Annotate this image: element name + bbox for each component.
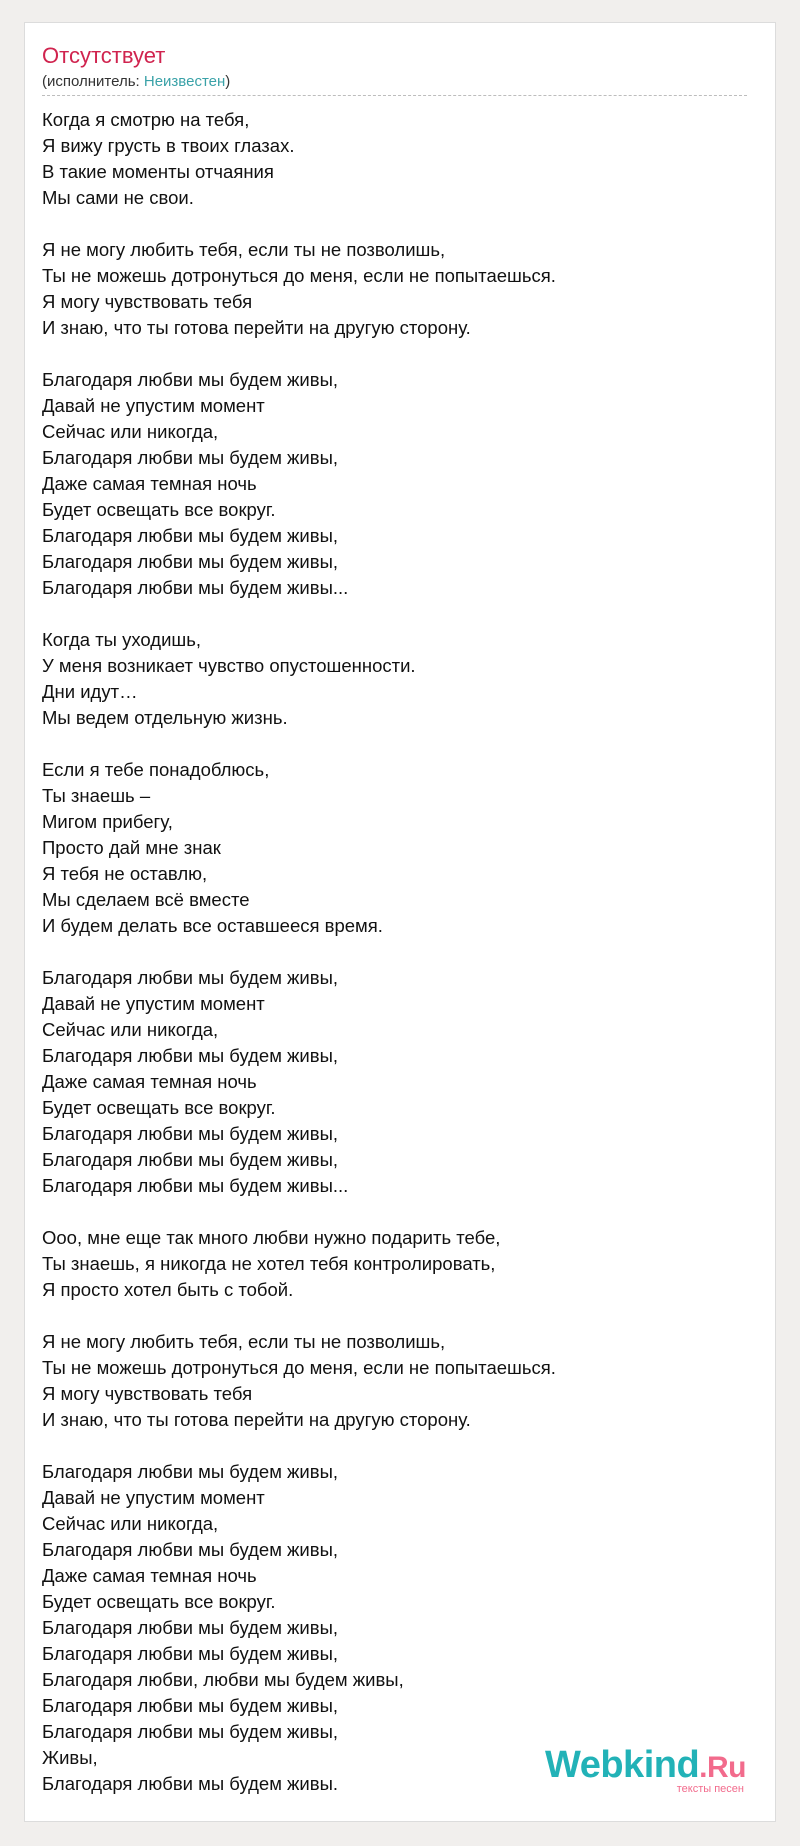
lyric-line: Ты не можешь дотронуться до меня, если не попытаешься.: [42, 1357, 556, 1378]
logo-wordmark: [545, 1744, 746, 1786]
stanza: [42, 1329, 755, 1433]
lyric-line: У меня возникает чувство опустошенности.: [42, 655, 416, 676]
lyric-line: Мы ведем отдельную жизнь.: [42, 707, 288, 728]
lyric-line: Я не могу любить тебя, если ты не позволишь,: [42, 239, 446, 260]
stanza: [42, 1225, 755, 1303]
lyric-line: Сейчас или никогда,: [42, 1019, 219, 1040]
lyric-line: Я могу чувствовать тебя: [42, 1383, 253, 1404]
lyric-line: Мы сделаем всё вместе: [42, 889, 250, 910]
stanza: [42, 367, 755, 601]
lyric-line: Благодаря любви мы будем живы,: [42, 1461, 339, 1482]
lyric-line: Благодаря любви мы будем живы,: [42, 369, 339, 390]
lyric-line: Когда ты уходишь,: [42, 629, 202, 650]
lyric-line: Будет освещать все вокруг.: [42, 1097, 276, 1118]
lyric-line: Ты знаешь –: [42, 785, 151, 806]
lyric-line: Даже самая темная ночь: [42, 1565, 257, 1586]
lyric-line: Благодаря любви мы будем живы,: [42, 1617, 339, 1638]
logo-tagline: тексты песен: [676, 1783, 744, 1795]
lyric-line: Благодаря любви мы будем живы,: [42, 967, 339, 988]
lyric-line: И знаю, что ты готова перейти на другую сторону.: [42, 1409, 471, 1430]
stanza: [42, 965, 755, 1199]
lyric-line: Я тебя не оставлю,: [42, 863, 208, 884]
lyric-line: Благодаря любви мы будем живы.: [42, 1773, 339, 1794]
lyric-line: Даже самая темная ночь: [42, 473, 257, 494]
stanza: [42, 107, 755, 211]
lyric-line: Благодаря любви мы будем живы,: [42, 1149, 339, 1170]
stanza: [42, 237, 755, 341]
lyric-line: Благодаря любви мы будем живы,: [42, 1721, 339, 1742]
lyric-line: Даже самая темная ночь: [42, 1071, 257, 1092]
stanza: [42, 627, 755, 731]
lyric-line: Благодаря любви мы будем живы,: [42, 1643, 339, 1664]
lyric-line: Благодаря любви мы будем живы,: [42, 1123, 339, 1144]
lyrics-card: [24, 22, 776, 1822]
lyric-line: Если я тебе понадоблюсь,: [42, 759, 270, 780]
lyric-line: Благодаря любви мы будем живы,: [42, 1695, 339, 1716]
artist-prefix: (исполнитель:: [42, 73, 144, 90]
lyric-line: Благодаря любви мы будем живы...: [42, 577, 349, 598]
lyric-line: Живы,: [42, 1747, 98, 1768]
lyric-line: И знаю, что ты готова перейти на другую сторону.: [42, 317, 471, 338]
lyric-line: Просто дай мне знак: [42, 837, 221, 858]
lyric-line: Благодаря любви мы будем живы,: [42, 447, 339, 468]
lyric-line: Благодаря любви мы будем живы...: [42, 1175, 349, 1196]
logo-ru: .Ru: [699, 1751, 746, 1784]
song-title: Отсутствует: [42, 43, 166, 68]
lyric-line: Будет освещать все вокруг.: [42, 499, 276, 520]
lyric-line: Когда я смотрю на тебя,: [42, 109, 250, 130]
lyric-line: Давай не упустим момент: [42, 993, 265, 1014]
lyric-line: Давай не упустим момент: [42, 1487, 265, 1508]
lyric-line: Сейчас или никогда,: [42, 1513, 219, 1534]
lyric-line: Я просто хотел быть с тобой.: [42, 1279, 294, 1300]
lyric-line: Ооо, мне еще так много любви нужно подарить тебе,: [42, 1227, 501, 1248]
song-header: [42, 43, 747, 96]
lyrics-text: [42, 107, 755, 1823]
stanza: [42, 757, 755, 939]
site-logo[interactable]: [545, 1744, 746, 1795]
lyric-line: Я могу чувствовать тебя: [42, 291, 253, 312]
lyric-line: Мигом прибегу,: [42, 811, 173, 832]
lyric-line: Благодаря любви, любви мы будем живы,: [42, 1669, 404, 1690]
lyric-line: Сейчас или никогда,: [42, 421, 219, 442]
artist-suffix: ): [225, 73, 231, 90]
lyric-line: В такие моменты отчаяния: [42, 161, 274, 182]
lyric-line: И будем делать все оставшееся время.: [42, 915, 383, 936]
lyric-line: Давай не упустим момент: [42, 395, 265, 416]
lyric-line: Мы сами не свои.: [42, 187, 194, 208]
lyric-line: Дни идут…: [42, 681, 138, 702]
lyric-line: Благодаря любви мы будем живы,: [42, 1539, 339, 1560]
lyric-line: Я не могу любить тебя, если ты не позволишь,: [42, 1331, 446, 1352]
artist-link[interactable]: Неизвестен: [143, 73, 226, 90]
artist-line: [42, 73, 747, 96]
lyric-line: Благодаря любви мы будем живы,: [42, 551, 339, 572]
lyric-line: Благодаря любви мы будем живы,: [42, 1045, 339, 1066]
lyric-line: Будет освещать все вокруг.: [42, 1591, 276, 1612]
lyric-line: Я вижу грусть в твоих глазах.: [42, 135, 295, 156]
lyric-line: Ты не можешь дотронуться до меня, если не попытаешься.: [42, 265, 556, 286]
logo-web: Webkind: [545, 1744, 700, 1786]
lyric-line: Ты знаешь, я никогда не хотел тебя контролировать,: [42, 1253, 496, 1274]
lyric-line: Благодаря любви мы будем живы,: [42, 525, 339, 546]
